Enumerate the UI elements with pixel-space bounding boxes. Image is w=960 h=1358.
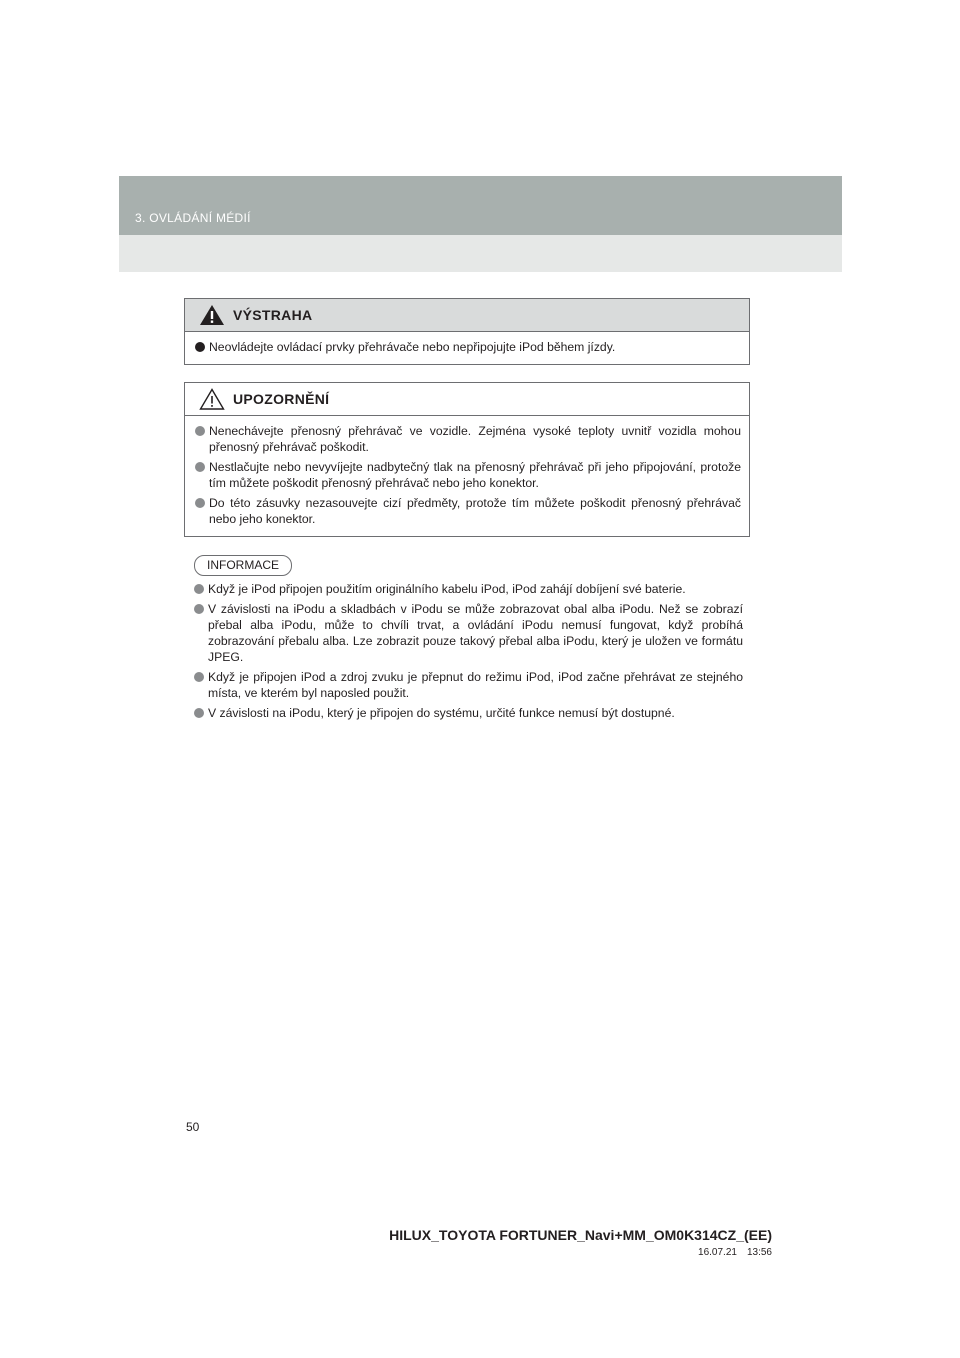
- footer-document-id: HILUX_TOYOTA FORTUNER_Navi+MM_OM0K314CZ_(EE): [389, 1227, 772, 1243]
- list-item: [194, 601, 743, 665]
- caution-box: [184, 382, 750, 537]
- caution-title: UPOZORNĚNÍ: [233, 391, 330, 407]
- page-number: 50: [186, 1120, 200, 1134]
- info-list: [194, 581, 743, 721]
- warning-box: [184, 298, 750, 365]
- bullet-icon: [195, 498, 205, 508]
- caution-item-text: Nenechávejte přenosný přehrávač ve vozidle. Zejména vysoké teploty uvnitř vozidla mohou přenosný přehrávač poškodit.: [209, 424, 741, 454]
- warning-item-text: Neovládejte ovládací prvky přehrávače nebo nepřipojujte iPod během jízdy.: [209, 340, 616, 354]
- caution-box-header: [185, 383, 749, 416]
- list-item: [194, 669, 743, 701]
- bullet-icon: [195, 342, 205, 352]
- bullet-icon: [194, 604, 204, 614]
- warning-triangle-icon: [199, 304, 225, 326]
- info-label: INFORMACE: [194, 555, 292, 576]
- bullet-icon: [194, 584, 204, 594]
- section-title: 3. OVLÁDÁNÍ MÉDIÍ: [135, 211, 251, 225]
- bullet-icon: [194, 708, 204, 718]
- warning-body: [185, 332, 749, 364]
- warning-box-header: [185, 299, 749, 332]
- info-item-text: V závislosti na iPodu a skladbách v iPodu se může zobrazovat obal alba iPodu. Než se zobrazí přebal alba iPodu, může to chvíli trvat, a ovládání iPodu nemusí fungovat, když probíhá zobrazování přebalu alba. Lze zobrazit pouze takový přebal alba iPodu, který je uložen ve formátu JPEG.: [208, 602, 743, 664]
- list-item: [194, 705, 743, 721]
- footer-time: 13:56: [746, 1247, 772, 1258]
- footer-timestamp: [688, 1247, 772, 1258]
- warning-title: VÝSTRAHA: [233, 307, 313, 323]
- bullet-icon: [195, 426, 205, 436]
- footer-date: 16.07.21: [698, 1247, 737, 1258]
- list-item: [195, 423, 741, 455]
- list-item: [195, 459, 741, 491]
- bullet-icon: [195, 462, 205, 472]
- info-item-text: Když je iPod připojen použitím originálního kabelu iPod, iPod zahájí dobíjení své baterie.: [208, 582, 686, 596]
- caution-item-text: Do této zásuvky nezasouvejte cizí předměty, protože tím můžete poškodit přenosný přehrávač nebo jeho konektor.: [209, 496, 741, 526]
- caution-item-text: Nestlačujte nebo nevyvíjejte nadbytečný tlak na přenosný přehrávač při jeho připojování, protože tím můžete poškodit přenosný přehrávač nebo jeho konektor.: [209, 460, 741, 490]
- bullet-icon: [194, 672, 204, 682]
- header-band: [119, 176, 842, 235]
- list-item: [195, 339, 741, 355]
- list-item: [195, 495, 741, 527]
- info-item-text: Když je připojen iPod a zdroj zvuku je přepnut do režimu iPod, iPod začne přehrávat ze stejného místa, ve kterém byl naposled použit.: [208, 670, 743, 700]
- list-item: [194, 581, 743, 597]
- caution-triangle-icon: [199, 388, 225, 410]
- header-subband: [119, 235, 842, 272]
- info-item-text: V závislosti na iPodu, který je připojen do systému, určité funkce nemusí být dostupné.: [208, 706, 675, 720]
- caution-body: [185, 416, 749, 536]
